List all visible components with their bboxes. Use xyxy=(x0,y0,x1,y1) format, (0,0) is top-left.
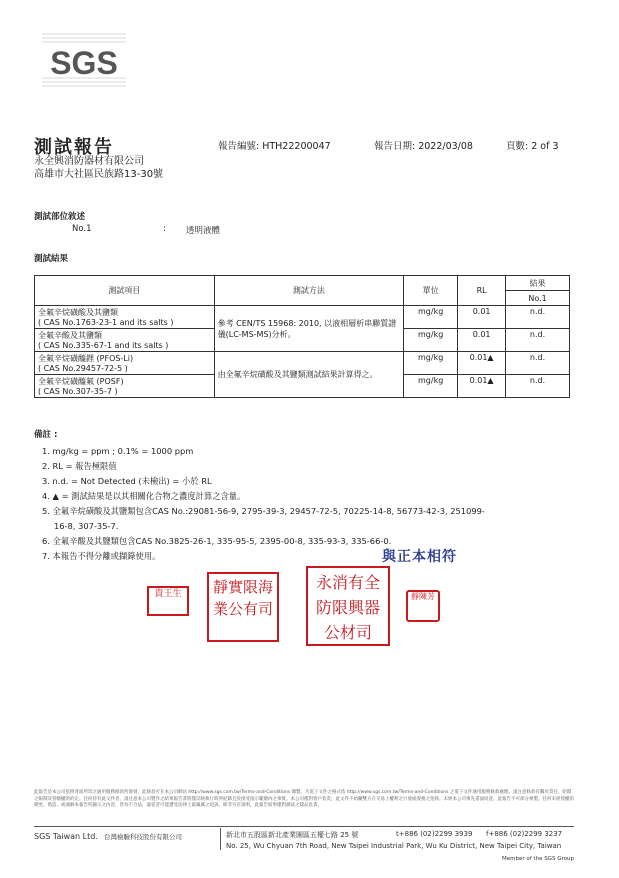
sample-section-title: 測試部位敘述 xyxy=(34,212,86,222)
seal-2: 靜實限海業公有司 xyxy=(207,572,279,642)
sample-description: 透明液體 xyxy=(186,226,221,236)
footer-fine-print: 此報告是本公司依照背面所印之通用服務條款所簽發，此條款可在本公司網站 http://www.sgs.com.tw/Terms-and-Conditions 閱覽，凡電子文件之格式依 http://www.sgs.com.tw/Terms-and-Conditions 之電子文件通用服務條款處理。請注意條款有關於責任、賠償之限制及管轄權的約定。任何持有此文件者，請注意本公司製作之結果報告書將僅反映執行時所紀錄且於接受指示範圍內之事實。本公司僅對客戶負責，此文件不妨礙雙方在交易上權利之行使或義務之免除。未經本公司事先書面同意，此報告不可部分複製。任何未經授權的變更、偽造、或曲解本報告所顯示之內容，皆為不合法，違犯者可能遭受法律上最嚴厲之追訴。除非另有說明，此報告結果僅對測試之樣品負責。 xyxy=(34,790,574,808)
sample-item: No.1 xyxy=(72,224,92,234)
header-rl: RL xyxy=(458,276,506,306)
logo-text: SGS xyxy=(50,45,118,81)
note-item: 4. ▲ = 測試結果是以其相關化合物之濃度計算之含量。 xyxy=(42,491,246,501)
note-item: 1. mg/kg = ppm ; 0.1% = 1000 ppm xyxy=(42,446,194,456)
footer-member: Member of the SGS Group xyxy=(502,856,574,862)
results-table xyxy=(34,275,570,398)
row-result: n.d. xyxy=(506,352,570,375)
note-item: 2. RL = 報告極限值 xyxy=(42,461,117,471)
certified-true-copy-stamp: 與正本相符 xyxy=(382,549,457,565)
page-number: 頁數: 2 of 3 xyxy=(506,141,559,152)
footer-company-cn: 台灣檢驗科技股份有限公司 xyxy=(104,833,182,841)
row-name: 全氟辛烷磺醯氟 (POSF) xyxy=(38,377,124,386)
row-rl: 0.01 xyxy=(458,306,506,329)
company-address: 高雄市大社區民族路13-30號 xyxy=(34,169,164,180)
note-item: 7. 本報告不得分離或擷錄使用。 xyxy=(42,551,161,561)
footer-fax: f+886 (02)2299 3237 xyxy=(486,830,563,838)
row-name: 全氟辛酸及其鹽類 xyxy=(38,331,102,340)
footer-address-en: No. 25, Wu Chyuan 7th Road, New Taipei Industrial Park, Wu Ku District, New Taipei City, Taiwan xyxy=(226,842,562,850)
report-date: 報告日期: 2022/03/08 xyxy=(374,141,473,152)
seal-4: 靜陳芳 xyxy=(406,590,440,622)
header-item: 測試項目 xyxy=(35,276,215,306)
row-cas: ( CAS No.29457-72-5 ) xyxy=(38,364,128,373)
row-unit: mg/kg xyxy=(404,306,458,329)
row-unit: mg/kg xyxy=(404,352,458,375)
header-result: 結果 xyxy=(506,276,570,291)
seal-1: 貴王生 xyxy=(147,586,189,616)
results-section-title: 測試結果 xyxy=(34,254,69,264)
row-rl: 0.01▲ xyxy=(458,352,506,375)
row-result: n.d. xyxy=(506,375,570,398)
seal-3: 永消有全防限興器公材司 xyxy=(306,566,390,646)
footer-separator xyxy=(220,828,221,850)
company-name: 永全興消防器材有限公司 xyxy=(34,156,144,167)
row-rl: 0.01▲ xyxy=(458,375,506,398)
table-row xyxy=(35,306,570,329)
method-cell-1: 參考 CEN/TS 15968: 2010, 以液相層析串聯質譜儀(LC-MS-MS)分析。 xyxy=(214,306,404,352)
row-cas: ( CAS No.335-67-1 and its salts ) xyxy=(38,341,169,350)
footer-tel: t+886 (02)2299 3939 xyxy=(396,830,473,838)
notes-title: 備註 : xyxy=(34,430,58,440)
row-name: 全氟辛烷磺醯鋰 (PFOS-Li) xyxy=(38,354,134,363)
company-block xyxy=(34,155,163,181)
note-item: 16-8, 307-35-7. xyxy=(54,521,119,531)
note-item: 6. 全氟辛酸及其鹽類包含CAS No.3825-26-1, 335-95-5, 2395-00-8, 335-93-3, 335-66-0. xyxy=(42,536,392,546)
footer-address-cn: 新北市五股區新北產業園區五權七路 25 號 xyxy=(226,831,359,839)
header-method: 測試方法 xyxy=(214,276,404,306)
row-name: 全氟辛烷磺酸及其鹽類 xyxy=(38,308,118,317)
sgs-logo xyxy=(42,30,126,90)
method-cell-2: 由全氟辛烷磺酸及其鹽類測試結果計算得之。 xyxy=(214,352,404,398)
note-item: 3. n.d. = Not Detected (未檢出) = 小於 RL xyxy=(42,476,212,486)
row-result: n.d. xyxy=(506,306,570,329)
notes-list xyxy=(42,444,582,564)
row-cas: ( CAS No.1763-23-1 and its salts ) xyxy=(38,318,174,327)
report-number: 報告編號: HTH22200047 xyxy=(218,141,331,152)
header-sample: No.1 xyxy=(506,291,570,306)
row-unit: mg/kg xyxy=(404,329,458,352)
table-row xyxy=(35,352,570,375)
row-rl: 0.01 xyxy=(458,329,506,352)
sample-colon: : xyxy=(163,224,166,234)
row-cas: ( CAS No.307-35-7 ) xyxy=(38,387,118,396)
header-unit: 單位 xyxy=(404,276,458,306)
note-item: 5. 全氟辛烷磺酸及其鹽類包含CAS No.:29081-56-9, 2795-39-3, 29457-72-5, 70225-14-8, 56773-42-3, 251099- xyxy=(42,506,485,516)
report-title: 測試報告 xyxy=(34,137,114,158)
footer-company: SGS Taiwan Ltd. xyxy=(34,832,98,841)
row-unit: mg/kg xyxy=(404,375,458,398)
row-result: n.d. xyxy=(506,329,570,352)
footer-divider xyxy=(34,826,574,827)
